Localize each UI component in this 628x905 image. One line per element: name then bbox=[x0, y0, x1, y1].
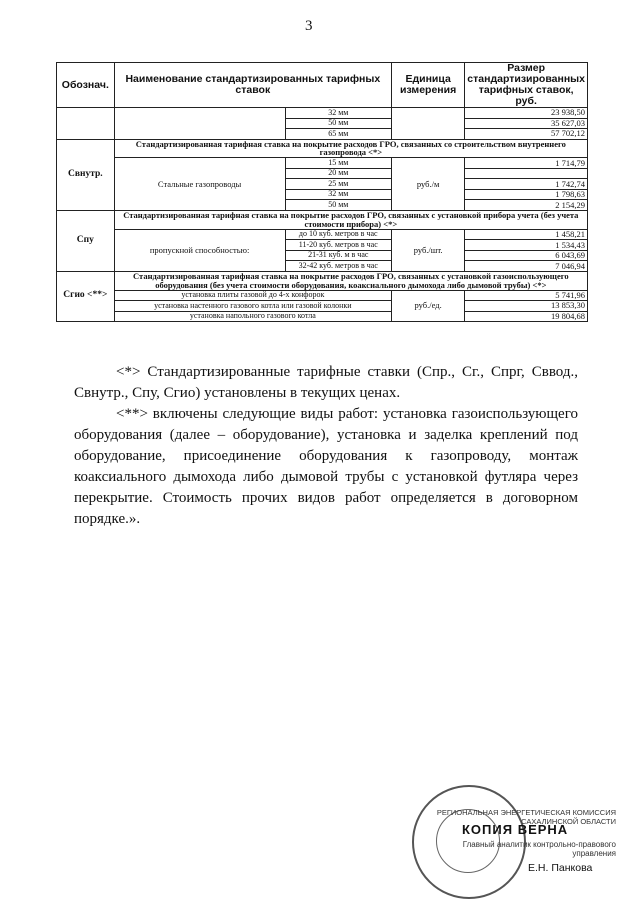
header-unit: Единица измерения bbox=[391, 63, 464, 108]
code-cell: Cпу bbox=[57, 210, 115, 271]
table-row bbox=[57, 301, 588, 312]
table-row bbox=[57, 229, 588, 240]
value-cell: 1 798,63 bbox=[465, 189, 588, 200]
value-cell: 13 853,30 bbox=[465, 301, 588, 312]
param-cell: 32 мм bbox=[285, 189, 391, 200]
param-cell: установка настенного газового котла или газовой колонки bbox=[114, 301, 391, 312]
certification-stamp bbox=[432, 808, 616, 880]
table-row bbox=[57, 311, 588, 322]
value-cell: 1 458,21 bbox=[465, 229, 588, 240]
code-cell-empty bbox=[57, 108, 115, 140]
param-cell: 50 мм bbox=[285, 200, 391, 211]
value-cell: 35 627,03 bbox=[465, 118, 588, 129]
code-cell: Cгио <**> bbox=[57, 271, 115, 321]
unit-cell: руб./ед. bbox=[391, 290, 464, 322]
name-cell: Стальные газопроводы bbox=[114, 158, 285, 211]
name-cell: пропускной способностью: bbox=[114, 229, 285, 271]
footnote-1: <*> Стандартизированные тарифные ставки (Cпр., Cг., Cпрг, Cввод., Cвнутр., Cпу, Cгио) установлены в текущих ценах. bbox=[74, 364, 578, 401]
param-cell: 32 мм bbox=[285, 108, 391, 119]
section-title-row bbox=[57, 139, 588, 158]
value-cell: 6 043,69 bbox=[465, 250, 588, 261]
value-cell: 1 742,74 bbox=[465, 179, 588, 190]
param-cell: до 10 куб. метров в час bbox=[285, 229, 391, 240]
footnotes bbox=[74, 362, 578, 530]
value-cell: 23 938,50 bbox=[465, 108, 588, 119]
param-cell: 65 мм bbox=[285, 129, 391, 140]
stamp-copy-certified: КОПИЯ ВЕРНА bbox=[462, 822, 569, 837]
table-header-row bbox=[57, 63, 588, 108]
param-cell: 50 мм bbox=[285, 118, 391, 129]
table-row bbox=[57, 290, 588, 301]
param-cell: 11-20 куб. метров в час bbox=[285, 240, 391, 251]
stamp-organization: РЕГИОНАЛЬНАЯ ЭНЕРГЕТИЧЕСКАЯ КОМИССИЯ САХАЛИНСКОЙ ОБЛАСТИ bbox=[436, 808, 616, 826]
param-cell: установка напольного газового котла bbox=[114, 311, 391, 322]
value-cell: 7 046,94 bbox=[465, 261, 588, 272]
param-cell: установка плиты газовой до 4-х конфорок bbox=[114, 290, 391, 301]
footnote-2: <**> включены следующие виды работ: установка газоиспользующего оборудования (далее – оборудование), установка и заделка креплений под оборудование, присоединение оборудования к газопроводу, монтаж коаксиального дымохода либо дымовой трубы с установкой футляра через перекрытие. Стоимость прочих видов работ определяется в договорном порядке.». bbox=[74, 406, 578, 527]
stamp-position: Главный аналитик контрольно-правового управления bbox=[462, 840, 616, 858]
param-cell: 20 мм bbox=[285, 168, 391, 179]
table-row bbox=[57, 158, 588, 169]
tariff-table bbox=[56, 62, 588, 322]
param-cell: 32-42 куб. метров в час bbox=[285, 261, 391, 272]
unit-cell: руб./м bbox=[391, 158, 464, 211]
code-cell: Cвнутр. bbox=[57, 139, 115, 210]
value-cell: 57 702,12 bbox=[465, 129, 588, 140]
param-cell: 15 мм bbox=[285, 158, 391, 169]
name-cell-empty bbox=[114, 108, 285, 140]
header-name: Наименование стандартизированных тарифных ставок bbox=[114, 63, 391, 108]
header-code: Обознач. bbox=[57, 63, 115, 108]
section-title-row bbox=[57, 210, 588, 229]
section-title: Стандартизированная тарифная ставка на покрытие расходов ГРО, связанных со строительством внутреннего газопровода <*> bbox=[114, 139, 587, 158]
section-title: Стандартизированная тарифная ставка на покрытие расходов ГРО, связанных с установкой газоиспользующего оборудования (без учета стоимости оборудования, коаксиального дымохода либо дымовой трубы) <*> bbox=[114, 271, 587, 290]
value-cell: 19 804,68 bbox=[465, 311, 588, 322]
stamp-signatory: Е.Н. Панкова bbox=[528, 862, 593, 874]
section-title-row bbox=[57, 271, 588, 290]
value-cell: 1 714,79 bbox=[465, 158, 588, 169]
value-cell: 1 534,43 bbox=[465, 240, 588, 251]
table-row bbox=[57, 108, 588, 119]
unit-cell: руб./шт. bbox=[391, 229, 464, 271]
value-cell bbox=[465, 168, 588, 179]
unit-cell-empty bbox=[391, 108, 464, 140]
param-cell: 21-31 куб. м в час bbox=[285, 250, 391, 261]
value-cell: 2 154,29 bbox=[465, 200, 588, 211]
value-cell: 5 741,96 bbox=[465, 290, 588, 301]
page-number: 3 bbox=[305, 18, 313, 34]
param-cell: 25 мм bbox=[285, 179, 391, 190]
section-title: Стандартизированная тарифная ставка на покрытие расходов ГРО, связанных с установкой прибора учета (без учета стоимости прибора) <*> bbox=[114, 210, 587, 229]
header-size: Размер стандартизированных тарифных ставок, руб. bbox=[465, 63, 588, 108]
